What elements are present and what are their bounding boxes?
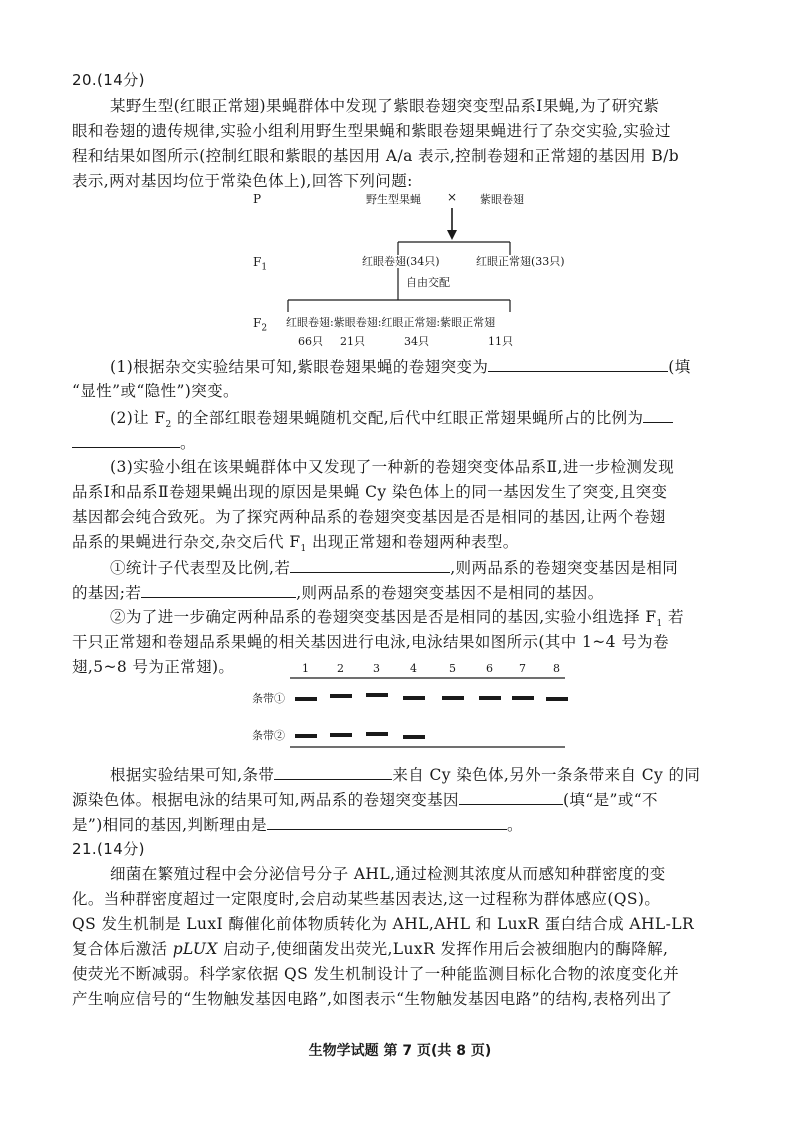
band1-lane3	[366, 693, 388, 697]
f2-count-4: 11只	[488, 335, 513, 348]
q20-part1-line1: (1)根据杂交实验结果可知,紫眼卷翅果蝇的卷翅突变为 (填	[110, 358, 691, 376]
parent-purple-curly: 紫眼卷翅	[480, 193, 524, 206]
f2-count-3: 34只	[404, 335, 429, 348]
f2-count-2: 21只	[340, 335, 365, 348]
q20-intro-line-1: 某野生型(红眼正常翅)果蝇群体中发现了紫眼卷翅突变型品系Ⅰ果蝇,为了研究紫	[110, 97, 660, 115]
q20-heading: 20.(14分)	[72, 71, 145, 89]
generation-f2-label: $F_2$	[253, 316, 268, 334]
q20-sub1-line1: ①统计子代表型及比例,若 ,则两品系的卷翅突变基因是相同	[110, 559, 679, 577]
q20-sub2-line1: ②为了进一步确定两种品系的卷翅突变基因是否是相同的基因,实验小组选择 $F_1$ 若	[110, 608, 684, 630]
answer-blank-4b[interactable]	[459, 789, 563, 805]
generation-p-label: P	[253, 192, 262, 206]
band1-lane6	[479, 696, 501, 700]
f1-red-curly: 红眼卷翅(34只)	[362, 255, 440, 268]
cross-symbol: ×	[447, 190, 458, 204]
lane-label-4: 4	[410, 662, 417, 675]
band2-lane4	[403, 735, 425, 739]
generation-f1-label: $F_1$	[253, 255, 268, 273]
band1-lane8	[546, 697, 568, 701]
answer-blank-4a[interactable]	[274, 764, 392, 780]
lane-label-8: 8	[553, 662, 560, 675]
q21-line-2: 化。当种群密度超过一定限度时,会启动某些基因表达,这一过程称为群体感应(QS)。	[72, 890, 661, 908]
band-2-label: 条带②	[252, 729, 285, 742]
free-mating-label: 自由交配	[406, 276, 450, 289]
band1-lane1	[295, 697, 317, 701]
lane-label-3: 3	[373, 662, 380, 675]
lane-label-5: 5	[449, 662, 456, 675]
q20-conclusion-line2: 源染色体。根据电泳的结果可知,两品系的卷翅突变基因 (填“是”或“不	[72, 791, 658, 809]
f2-count-1: 66只	[298, 335, 323, 348]
q20-part3-line4: 品系的果蝇进行杂交,杂交后代 $F_1$ 出现正常翅和卷翅两种表型。	[72, 533, 519, 555]
q21-line-4: 复合体后激活 pLUX 启动子,使细菌发出荧光,LuxR 发挥作用后会被细胞内的酶降解,	[72, 940, 669, 958]
q20-part2-line1: (2)让 $F_2$ 的全部红眼卷翅果蝇随机交配,后代中红眼正常翅果蝇所占的比例为	[110, 407, 800, 435]
q21-line-3: QS 发生机制是 LuxI 酶催化前体物质转化为 AHL,AHL 和 LuxR 蛋白结合成 AHL-LR	[72, 915, 695, 933]
band2-lane1	[295, 734, 317, 738]
band-1-label: 条带①	[252, 692, 285, 705]
page-footer: 生物学试题 第 7 页(共 8 页)	[308, 1043, 492, 1059]
q20-intro-line-2: 眼和卷翅的遗传规律,实验小组利用野生型果蝇和紫眼卷翅果蝇进行了杂交实验,实验过	[72, 122, 671, 140]
band2-lane2	[330, 733, 352, 737]
q21-line-6: 产生响应信号的“生物触发基因电路”,如图表示“生物触发基因电路”的结构,表格列出了	[72, 990, 673, 1008]
band1-lane5	[442, 696, 464, 700]
q20-part3-line2: 品系Ⅰ和品系Ⅱ卷翅果蝇出现的原因是果蝇 Cy 染色体上的同一基因发生了突变,且突变	[72, 483, 668, 501]
q21-heading: 21.(14分)	[72, 840, 145, 858]
band1-lane7	[512, 696, 534, 700]
q20-part1-line2: “显性”或“隐性”)突变。	[72, 382, 239, 400]
band1-lane4	[403, 696, 425, 700]
q20-part3-line1: (3)实验小组在该果蝇群体中又发现了一种新的卷翅突变体品系Ⅱ,进一步检测发现	[110, 458, 675, 476]
band2-lane3	[366, 732, 388, 736]
q20-sub2-line3: 翅,5~8 号为正常翅)。	[72, 658, 235, 676]
q20-conclusion-line3: 是”)相同的基因,判断理由是 。	[72, 816, 523, 834]
f1-red-normal: 红眼正常翅(33只)	[476, 255, 565, 268]
lane-label-1: 1	[302, 662, 309, 675]
lane-label-2: 2	[337, 662, 344, 675]
q20-part2-line2: 。	[72, 432, 762, 453]
f2-phenotype-ratio: 红眼卷翅:紫眼卷翅:红眼正常翅:紫眼正常翅	[286, 316, 496, 329]
q20-sub2-line2: 干只正常翅和卷翅品系果蝇的相关基因进行电泳,电泳结果如图所示(其中 1~4 号为卷	[72, 633, 669, 651]
q20-intro-line-3: 程和结果如图所示(控制红眼和紫眼的基因用 A/a 表示,控制卷翅和正常翅的基因用 B/b	[72, 147, 680, 165]
parent-wild-type: 野生型果蝇	[366, 193, 421, 206]
band-2-row	[295, 732, 425, 739]
answer-blank-4c[interactable]	[267, 814, 507, 830]
q20-conclusion-line1: 根据实验结果可知,条带 来自 Cy 染色体,另外一条条带来自 Cy 的同	[110, 766, 701, 784]
q21-line-5: 使荧光不断减弱。科学家依据 QS 发生机制设计了一种能监测目标化合物的浓度变化并	[72, 965, 680, 983]
q20-intro-line-4: 表示,两对基因均位于常染色体上),回答下列问题:	[72, 172, 413, 190]
q20-sub1-line2: 的基因;若 ,则两品系的卷翅突变基因不是相同的基因。	[72, 584, 604, 602]
band-1-row	[295, 693, 568, 701]
lane-label-6: 6	[486, 662, 493, 675]
q20-part3-line3: 基因都会纯合致死。为了探究两种品系的卷翅突变基因是否是相同的基因,让两个卷翅	[72, 508, 666, 526]
q21-line-1: 细菌在繁殖过程中会分泌信号分子 AHL,通过检测其浓度从而感知种群密度的变	[110, 865, 666, 883]
band1-lane2	[330, 694, 352, 698]
lane-label-7: 7	[519, 662, 526, 675]
